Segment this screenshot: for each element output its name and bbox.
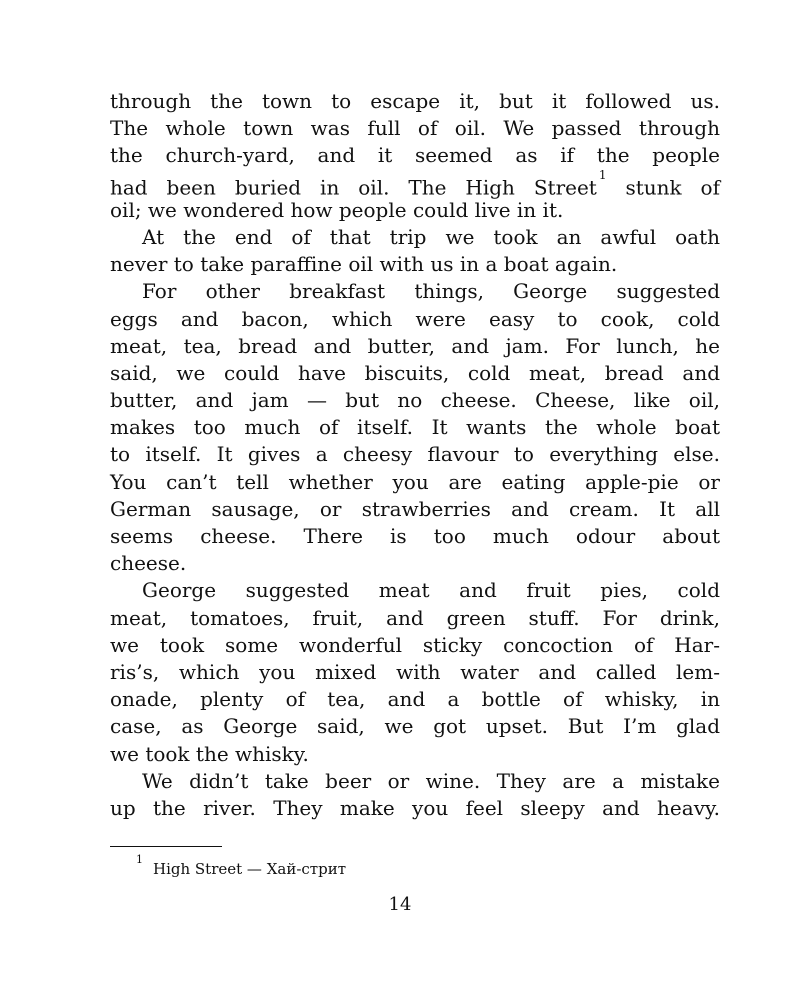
footnote — [136, 854, 346, 880]
text-line: never to take paraffine oil with us in a boat again. — [110, 252, 618, 277]
text-line: case, as George said, we got upset. But I’m glad — [110, 714, 720, 739]
text-line: You can’t tell whether you are eating apple-pie or — [110, 469, 720, 494]
footnote-marker: 1 — [136, 853, 143, 866]
text-line-start: had been buried in oil. The High Street — [110, 175, 597, 200]
text-line: cheese. — [110, 551, 187, 576]
text-line: meat, tea, bread and butter, and jam. For lunch, he — [110, 333, 720, 358]
text-line: At the end of that trip we took an awful oath — [142, 224, 720, 249]
text-line: we took some wonderful sticky concoction of Har- — [110, 632, 720, 657]
text-line: George suggested meat and fruit pies, cold — [142, 578, 720, 603]
text-line-tail: stunk of — [625, 175, 720, 200]
text-line: butter, and jam — but no cheese. Cheese, like oil, — [110, 388, 720, 413]
text-line: onade, plenty of tea, and a bottle of whisky, in — [110, 687, 720, 712]
text-line: we took the whisky. — [110, 741, 309, 766]
text-line: up the river. They make you feel sleepy and heavy. — [110, 795, 720, 820]
text-line: meat, tomatoes, fruit, and green stuff. For drink, — [110, 605, 720, 630]
body-text — [110, 88, 720, 822]
text-line: German sausage, or strawberries and cream. It all — [110, 496, 720, 521]
page-number: 14 — [388, 894, 412, 915]
footnote-reference: 1 — [598, 167, 607, 182]
text-line: oil; we wondered how people could live in it. — [110, 197, 564, 222]
text-line: eggs and bacon, which were easy to cook, cold — [110, 306, 720, 331]
text-line: said, we could have biscuits, cold meat, bread and — [110, 360, 720, 385]
text-line: the church-yard, and it seemed as if the people — [110, 143, 720, 168]
text-line: to itself. It gives a cheesy flavour to everything else. — [110, 442, 720, 467]
footnote-divider — [110, 846, 222, 847]
footnote-text: High Street — Хай-стрит — [153, 860, 346, 878]
text-line: The whole town was full of oil. We passed through — [110, 116, 720, 141]
text-line — [110, 167, 720, 200]
text-line: through the town to escape it, but it followed us. — [110, 89, 720, 113]
text-line: makes too much of itself. It wants the whole boat — [110, 415, 720, 440]
text-line: We didn’t take beer or wine. They are a mistake — [142, 768, 720, 793]
text-line: For other breakfast things, George suggested — [142, 279, 720, 304]
text-line: seems cheese. There is too much odour about — [110, 524, 720, 548]
text-line: ris’s, which you mixed with water and called lem- — [110, 659, 720, 684]
